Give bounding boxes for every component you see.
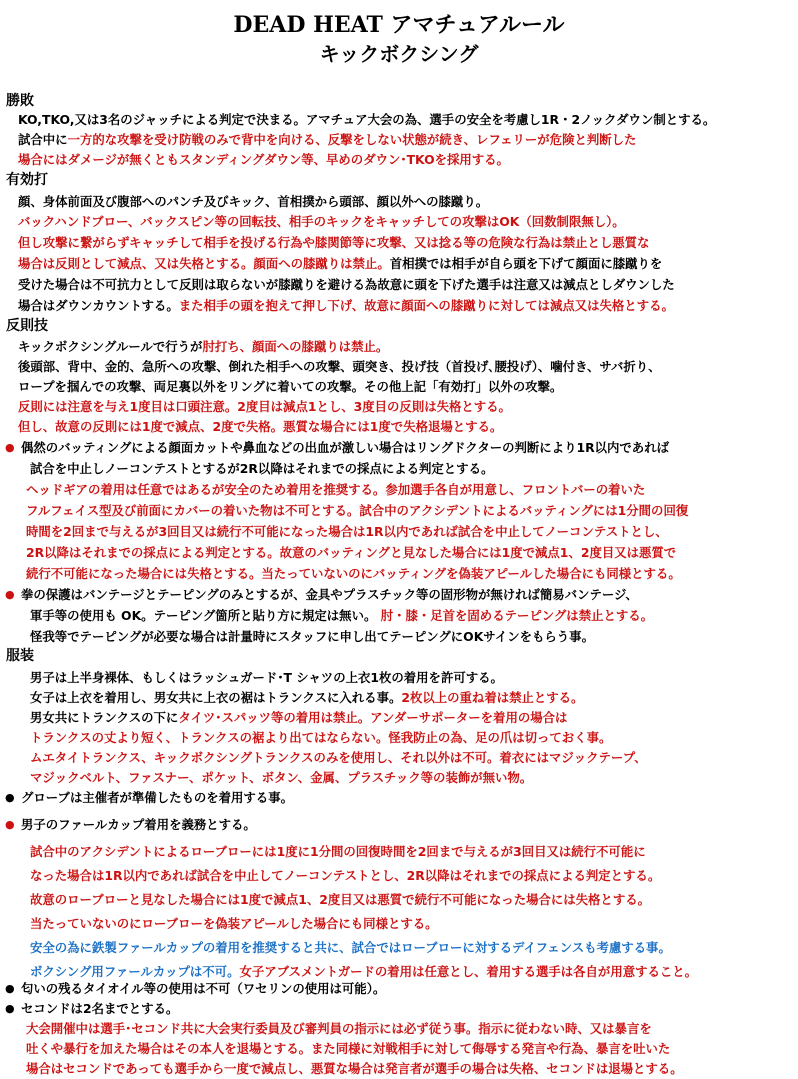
- rule-line: 怪我等でテーピングが必要な場合は計量時にスタッフに申し出てテーピングにOKサインをもらう事。: [30, 629, 594, 644]
- rule-line: 試合中に一方的な攻撃を受け防戦のみで背中を向ける、反撃をしない状態が続き、レフェリーが危険と判断した: [18, 132, 637, 147]
- rule-line: 時間を2回まで与えるが3回目又は続行不可能になった場合は1R以内であれば試合を中止してノーコンテストとし、: [26, 524, 668, 539]
- rule-line: マジックベルト、ファスナー、ポケット、ボタン、金属、プラスチック等の装飾が無い物。: [30, 770, 533, 785]
- rule-line: 故意のローブローと見なした場合には1度で減点1、2度目又は悪質で続行不可能になった場合には失格とする。: [30, 892, 650, 907]
- rule-line: 場合はセコンドであっても選手から一度で減点し、悪質な場合は発言者が選手の場合は失格、セコンドは退場とする。: [26, 1061, 683, 1076]
- page-title: DEAD HEAT アマチュアルール: [233, 12, 565, 38]
- rule-line: ヘッドギアの着用は任意ではあるが安全のため着用を推奨する。参加選手各自が用意し、フロントバーの着いた: [26, 482, 646, 497]
- rule-line: キックボクシングルールで行うが肘打ち、顔面への膝蹴りは禁止。: [18, 339, 389, 354]
- rule-line: 反則には注意を与え1度目は口頭注意。2度目は減点1とし、3度目の反則は失格とする。: [18, 399, 511, 414]
- rule-line: ムエタイトランクス、キックボクシングトランクスのみを使用し、それ以外は不可。着衣にはマジックテープ、: [30, 750, 647, 765]
- rule-line: 男子は上半身裸体、もしくはラッシュガード･T シャツの上衣1枚の着用を許可する。: [30, 670, 503, 685]
- rule-line: 吐くや暴行を加えた場合はその本人を退場とする。また同様に対戦相手に対して侮辱する発言や行為、暴言を吐いた: [26, 1041, 671, 1056]
- heading-hansoku: 反則技: [6, 318, 48, 334]
- heading-shoubai: 勝敗: [6, 93, 34, 109]
- rule-line: 但し、故意の反則には1度で減点、2度で失格。悪質な場合には1度で失格退場とする。: [18, 419, 503, 434]
- rule-line: 後頭部、背中、金的、急所への攻撃、倒れた相手への攻撃、頭突き、投げ技（首投げ､腰投げ）、噛付き、サバ折り、: [18, 359, 661, 374]
- rule-line: 軍手等の使用も OK。テーピング箇所と貼り方に規定は無い。 肘・膝・足首を固めるテーピングは禁止とする。: [30, 608, 654, 623]
- rule-line: グローブは主催者が準備したものを着用する事。: [21, 790, 293, 805]
- rule-line: フルフェイス型及び前面にカバーの着いた物は不可とする。試合中のアクシデントによるバッティングには1分間の回復: [26, 503, 689, 518]
- rule-line: 場合はダウンカウントする。また相手の頭を抱えて押し下げ、故意に顔面への膝蹴りに対しては減点又は失格とする。: [18, 298, 674, 313]
- rule-line: 受けた場合は不可抗力として反則は取らないが膝蹴りを避ける為故意に頭を下げた選手は注意又は減点としダウンした: [18, 277, 675, 292]
- bullet-icon: ●: [5, 588, 15, 601]
- rule-line: 試合中のアクシデントによるローブローには1度に1分間の回復時間を2回まで与えるが3回目又は続行不可能に: [30, 844, 646, 859]
- rule-line: 場合は反則として減点、又は失格とする。顔面への膝蹴りは禁止。首相撲では相手が自ら頭を下げて顔面に膝蹴りを: [18, 256, 663, 271]
- rule-line: 顔、身体前面及び腹部へのパンチ及びキック、首相撲から頭部、顔以外への膝蹴り。: [18, 194, 489, 209]
- bullet-icon: ●: [5, 982, 15, 995]
- rule-line: セコンドは2名までとする。: [21, 1001, 179, 1016]
- rule-line: ロープを掴んでの攻撃、両足裏以外をリングに着いての攻撃。その他上記「有効打」以外の攻撃。: [18, 379, 563, 394]
- bullet-icon: ●: [5, 791, 15, 804]
- page-subtitle: キックボクシング: [319, 42, 479, 66]
- rule-line: 偶然のバッティングによる顔面カットや鼻血などの出血が激しい場合はリングドクターの判断により1R以内であれば: [21, 440, 669, 455]
- bullet-icon: ●: [5, 441, 15, 454]
- rule-line: 場合にはダメージが無くともスタンディングダウン等、早めのダウン･TKOを採用する。: [18, 152, 509, 167]
- rule-line: 大会開催中は選手･セコンド共に大会実行委員及び審判員の指示には必ず従う事。指示に従わない時、又は暴言を: [26, 1021, 652, 1036]
- rule-line: 男女共にトランクスの下にタイツ･スパッツ等の着用は禁止。アンダーサポーターを着用の場合は: [30, 710, 568, 725]
- rule-line: 試合を中止しノーコンテストとするが2R以降はそれまでの採点による判定とする。: [30, 461, 494, 476]
- rule-line: 続行不可能になった場合には失格とする。当たっていないのにバッティングを偽装アピールした場合にも同様とする。: [26, 566, 681, 581]
- rule-line: ボクシング用ファールカップは不可。女子アブスメントガードの着用は任意とし、着用する選手は各自が用意すること。: [30, 964, 698, 979]
- heading-yuukoda: 有効打: [6, 172, 48, 188]
- heading-fukusou: 服装: [6, 648, 34, 664]
- rule-line: 女子は上衣を着用し、男女共に上衣の裾はトランクスに入れる事。2枚以上の重ね着は禁止とする。: [30, 690, 584, 705]
- rule-line: 但し攻撃に繋がらずキャッチして相手を投げる行為や膝関節等に攻撃、又は捻る等の危険な行為は禁止とし悪質な: [18, 235, 650, 250]
- rule-line: 安全の為に鉄製ファールカップの着用を推奨すると共に、試合ではローブローに対するデイフェンスも考慮する事。: [30, 940, 671, 955]
- rule-line: KO,TKO,又は3名のジャッチによる判定で決まる。アマチュア大会の為、選手の安全を考慮し1R・2ノックダウン制とする。: [18, 112, 716, 127]
- rule-line: 当たっていないのにローブローを偽装アピールした場合にも同様とする。: [30, 916, 438, 931]
- rule-line: 2R以降はそれまでの採点による判定とする。故意のバッティングと見なした場合には1度で減点1、2度目又は悪質で: [26, 545, 677, 560]
- rule-line: なった場合は1R以内であれば試合を中止してノーコンテストとし、2R以降はそれまでの採点による判定とする。: [30, 868, 661, 883]
- rule-line: バックハンドブロー、バックスピン等の回転技、相手のキックをキャッチしての攻撃はOK（回数制限無し）。: [18, 214, 625, 229]
- rule-line: 男子のファールカップ着用を義務とする。: [21, 817, 256, 832]
- bullet-icon: ●: [5, 818, 15, 831]
- rule-line: トランクスの丈より短く、トランクスの裾より出てはならない。怪我防止の為、足の爪は切っておく事。: [30, 730, 612, 745]
- bullet-icon: ●: [5, 1002, 15, 1015]
- rule-line: 匂いの残るタイオイル等の使用は不可（ワセリンの使用は可能）。: [21, 981, 386, 996]
- rule-line: 拳の保護はバンテージとテーピングのみとするが、金具やプラスチック等の固形物が無ければ簡易バンテージ、: [21, 587, 638, 602]
